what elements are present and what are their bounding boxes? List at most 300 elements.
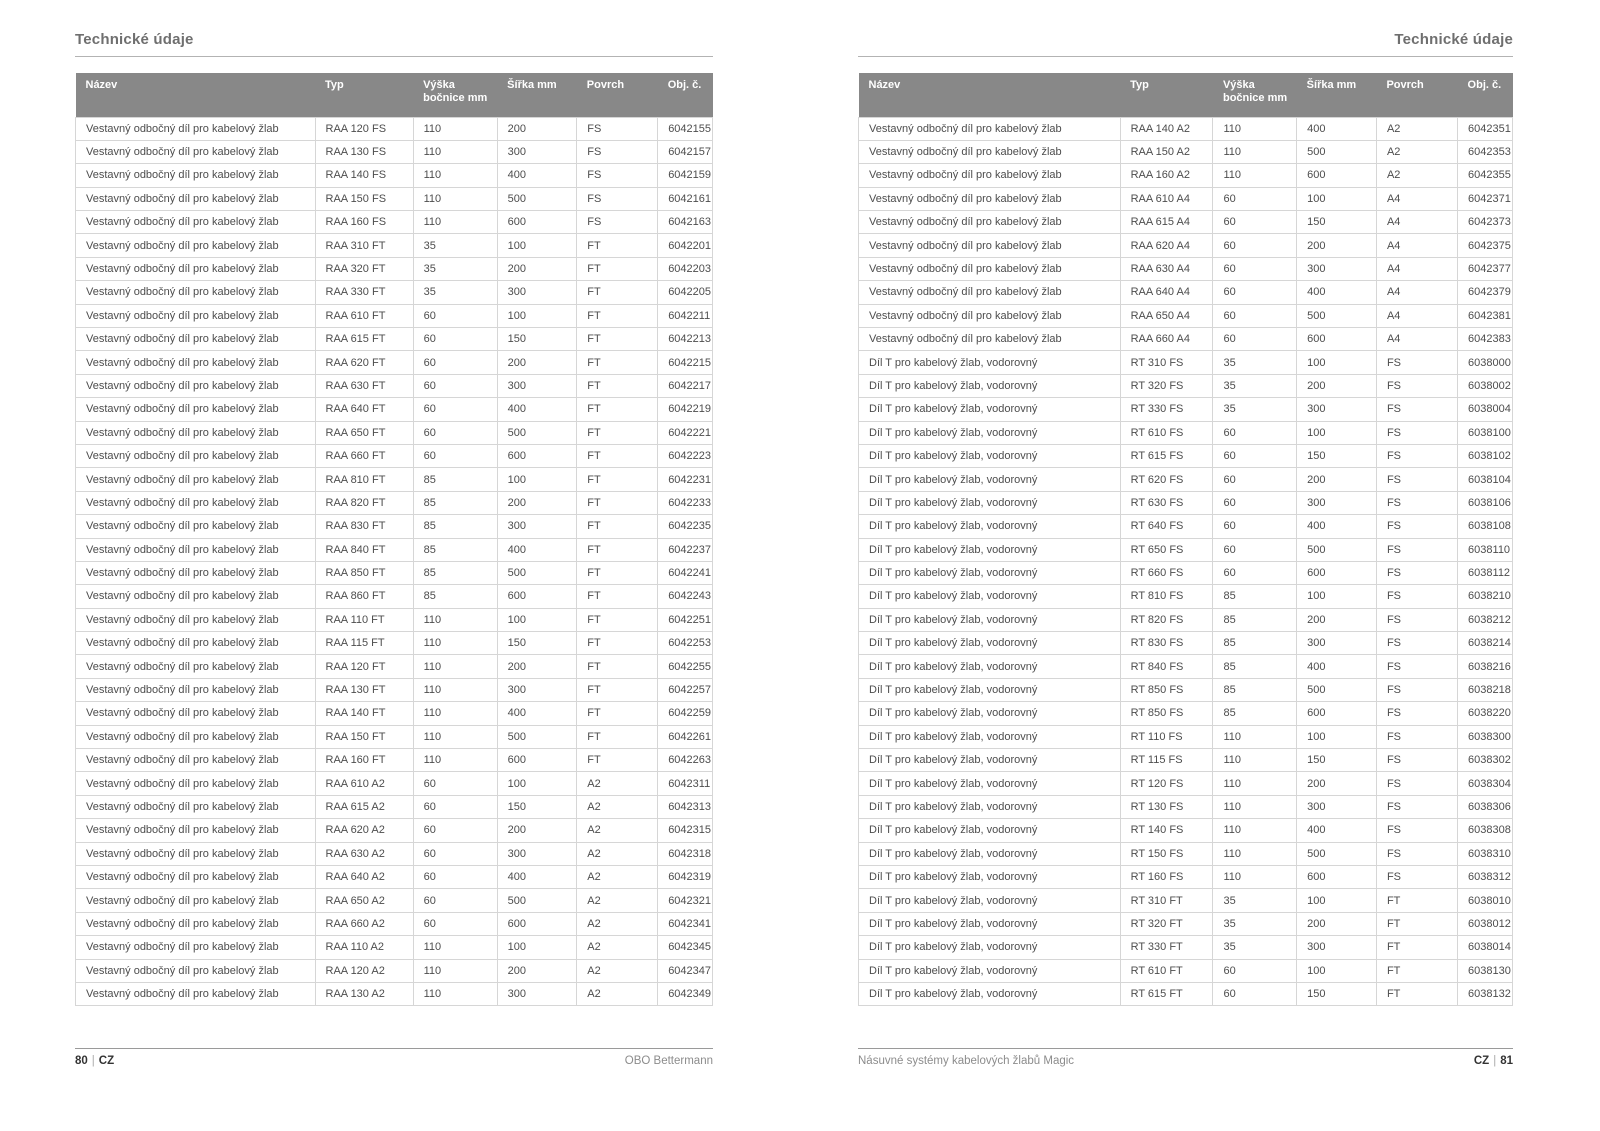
table-row [76, 468, 713, 491]
cell-sirka: 200 [497, 819, 577, 842]
cell-nazev: Díl T pro kabelový žlab, vodorovný [859, 678, 1121, 701]
cell-typ: RT 620 FS [1120, 468, 1213, 491]
cell-sirka: 100 [1297, 889, 1377, 912]
cell-nazev: Díl T pro kabelový žlab, vodorovný [859, 912, 1121, 935]
cell-povrch: A2 [577, 772, 658, 795]
cell-obj-c: 6038214 [1458, 632, 1513, 655]
cell-typ: RT 160 FS [1120, 866, 1213, 889]
table-row [76, 421, 713, 444]
cell-povrch: FT [1376, 936, 1457, 959]
cell-vyska-bocnice: 60 [1213, 959, 1297, 982]
cell-povrch: FS [1376, 678, 1457, 701]
cell-obj-c: 6042353 [1458, 140, 1513, 163]
cell-nazev: Díl T pro kabelový žlab, vodorovný [859, 491, 1121, 514]
page-number-left [75, 1055, 114, 1067]
table-row [76, 936, 713, 959]
table-row [859, 374, 1513, 397]
table-row [859, 351, 1513, 374]
cell-povrch: A4 [1376, 211, 1457, 234]
cell-povrch: FT [1376, 889, 1457, 912]
table-row [76, 234, 713, 257]
cell-povrch: FS [577, 164, 658, 187]
cell-povrch: FT [577, 328, 658, 351]
table-row [859, 632, 1513, 655]
cell-vyska-bocnice: 60 [413, 328, 497, 351]
cell-nazev: Díl T pro kabelový žlab, vodorovný [859, 515, 1121, 538]
cell-nazev: Vestavný odbočný díl pro kabelový žlab [76, 702, 316, 725]
column-header-vyska-bocnice: Výška bočnice mm [1213, 73, 1297, 117]
cell-sirka: 600 [497, 585, 577, 608]
cell-typ: RAA 150 FS [315, 187, 413, 210]
title-rule [858, 56, 1513, 57]
cell-nazev: Vestavný odbočný díl pro kabelový žlab [76, 655, 316, 678]
cell-sirka: 500 [1297, 842, 1377, 865]
page-number: 80 [75, 1055, 88, 1067]
cell-typ: RAA 660 A2 [315, 912, 413, 935]
cell-vyska-bocnice: 60 [413, 772, 497, 795]
cell-typ: RAA 615 A4 [1120, 211, 1213, 234]
cell-vyska-bocnice: 60 [1213, 561, 1297, 584]
cell-nazev: Díl T pro kabelový žlab, vodorovný [859, 585, 1121, 608]
cell-obj-c: 6038130 [1458, 959, 1513, 982]
table-row [76, 281, 713, 304]
cell-obj-c: 6038012 [1458, 912, 1513, 935]
cell-sirka: 400 [1297, 281, 1377, 304]
cell-nazev: Díl T pro kabelový žlab, vodorovný [859, 561, 1121, 584]
cell-nazev: Díl T pro kabelový žlab, vodorovný [859, 982, 1121, 1005]
cell-typ: RT 130 FS [1120, 795, 1213, 818]
cell-sirka: 100 [1297, 421, 1377, 444]
cell-sirka: 150 [497, 328, 577, 351]
cell-typ: RAA 830 FT [315, 515, 413, 538]
table-row [859, 982, 1513, 1005]
cell-povrch: FT [577, 398, 658, 421]
table-row [76, 515, 713, 538]
cell-nazev: Vestavný odbočný díl pro kabelový žlab [859, 281, 1121, 304]
cell-sirka: 100 [497, 468, 577, 491]
cell-povrch: FT [577, 281, 658, 304]
cell-vyska-bocnice: 110 [1213, 842, 1297, 865]
cell-typ: RAA 650 A2 [315, 889, 413, 912]
cell-typ: RT 310 FS [1120, 351, 1213, 374]
cell-typ: RT 610 FT [1120, 959, 1213, 982]
cell-obj-c: 6038004 [1458, 398, 1513, 421]
cell-obj-c: 6042259 [658, 702, 713, 725]
cell-obj-c: 6042161 [658, 187, 713, 210]
cell-obj-c: 6042241 [658, 561, 713, 584]
table-row [859, 936, 1513, 959]
cell-nazev: Vestavný odbočný díl pro kabelový žlab [76, 234, 316, 257]
cell-typ: RAA 140 FT [315, 702, 413, 725]
column-header-povrch: Povrch [577, 73, 658, 117]
cell-vyska-bocnice: 60 [1213, 982, 1297, 1005]
cell-typ: RAA 120 A2 [315, 959, 413, 982]
cell-obj-c: 6042355 [1458, 164, 1513, 187]
cell-povrch: FS [1376, 702, 1457, 725]
cell-povrch: FT [577, 304, 658, 327]
cell-nazev: Vestavný odbočný díl pro kabelový žlab [76, 140, 316, 163]
cell-nazev: Vestavný odbočný díl pro kabelový žlab [859, 140, 1121, 163]
cell-obj-c: 6042379 [1458, 281, 1513, 304]
cell-nazev: Vestavný odbočný díl pro kabelový žlab [76, 515, 316, 538]
cell-nazev: Díl T pro kabelový žlab, vodorovný [859, 351, 1121, 374]
cell-obj-c: 6038310 [1458, 842, 1513, 865]
cell-sirka: 100 [497, 936, 577, 959]
cell-nazev: Vestavný odbočný díl pro kabelový žlab [76, 164, 316, 187]
cell-vyska-bocnice: 110 [1213, 795, 1297, 818]
cell-typ: RT 330 FS [1120, 398, 1213, 421]
table-row [76, 164, 713, 187]
cell-sirka: 300 [497, 678, 577, 701]
cell-obj-c: 6042201 [658, 234, 713, 257]
cell-obj-c: 6038306 [1458, 795, 1513, 818]
cell-typ: RT 110 FS [1120, 725, 1213, 748]
cell-sirka: 400 [1297, 117, 1377, 140]
cell-povrch: A2 [577, 982, 658, 1005]
table-row [859, 304, 1513, 327]
cell-obj-c: 6042381 [1458, 304, 1513, 327]
cell-vyska-bocnice: 85 [413, 585, 497, 608]
cell-typ: RAA 610 FT [315, 304, 413, 327]
cell-povrch: FS [577, 211, 658, 234]
table-row [859, 164, 1513, 187]
cell-typ: RAA 630 FT [315, 374, 413, 397]
table-row [76, 561, 713, 584]
cell-obj-c: 6038112 [1458, 561, 1513, 584]
cell-sirka: 100 [1297, 187, 1377, 210]
cell-povrch: FT [577, 444, 658, 467]
catalog-page-left [75, 31, 713, 1006]
column-header-nazev: Název [859, 73, 1121, 117]
cell-typ: RT 660 FS [1120, 561, 1213, 584]
cell-typ: RAA 110 FT [315, 608, 413, 631]
cell-typ: RAA 330 FT [315, 281, 413, 304]
cell-sirka: 300 [497, 982, 577, 1005]
cell-sirka: 300 [497, 374, 577, 397]
cell-typ: RAA 120 FT [315, 655, 413, 678]
cell-typ: RAA 310 FT [315, 234, 413, 257]
cell-sirka: 600 [1297, 328, 1377, 351]
cell-sirka: 150 [1297, 211, 1377, 234]
cell-typ: RT 310 FT [1120, 889, 1213, 912]
cell-sirka: 600 [497, 912, 577, 935]
cell-obj-c: 6042375 [1458, 234, 1513, 257]
cell-typ: RAA 630 A2 [315, 842, 413, 865]
cell-vyska-bocnice: 110 [413, 936, 497, 959]
table-row [859, 187, 1513, 210]
cell-obj-c: 6042319 [658, 866, 713, 889]
table-row [859, 117, 1513, 140]
cell-vyska-bocnice: 110 [413, 164, 497, 187]
cell-povrch: FS [1376, 725, 1457, 748]
cell-nazev: Díl T pro kabelový žlab, vodorovný [859, 538, 1121, 561]
cell-povrch: FS [577, 140, 658, 163]
cell-vyska-bocnice: 85 [1213, 702, 1297, 725]
table-row [859, 140, 1513, 163]
cell-obj-c: 6038108 [1458, 515, 1513, 538]
cell-povrch: FT [577, 585, 658, 608]
cell-vyska-bocnice: 60 [1213, 211, 1297, 234]
page-number-right [1474, 1055, 1513, 1067]
cell-typ: RT 120 FS [1120, 772, 1213, 795]
cell-nazev: Vestavný odbočný díl pro kabelový žlab [76, 187, 316, 210]
cell-obj-c: 6042341 [658, 912, 713, 935]
table-row [76, 351, 713, 374]
cell-nazev: Vestavný odbočný díl pro kabelový žlab [76, 211, 316, 234]
cell-obj-c: 6038000 [1458, 351, 1513, 374]
cell-vyska-bocnice: 85 [413, 468, 497, 491]
cell-obj-c: 6042211 [658, 304, 713, 327]
cell-nazev: Díl T pro kabelový žlab, vodorovný [859, 444, 1121, 467]
cell-obj-c: 6042377 [1458, 257, 1513, 280]
cell-vyska-bocnice: 35 [1213, 398, 1297, 421]
table-row [859, 538, 1513, 561]
cell-povrch: FS [1376, 538, 1457, 561]
cell-typ: RAA 620 FT [315, 351, 413, 374]
cell-sirka: 200 [1297, 234, 1377, 257]
cell-vyska-bocnice: 35 [1213, 374, 1297, 397]
cell-nazev: Díl T pro kabelový žlab, vodorovný [859, 398, 1121, 421]
cell-obj-c: 6042373 [1458, 211, 1513, 234]
cell-povrch: FS [1376, 608, 1457, 631]
cell-povrch: FT [577, 515, 658, 538]
cell-typ: RT 630 FS [1120, 491, 1213, 514]
cell-vyska-bocnice: 110 [413, 608, 497, 631]
cell-nazev: Díl T pro kabelový žlab, vodorovný [859, 866, 1121, 889]
cell-nazev: Vestavný odbočný díl pro kabelový žlab [76, 117, 316, 140]
table-row [76, 491, 713, 514]
cell-sirka: 600 [1297, 866, 1377, 889]
cell-sirka: 100 [1297, 725, 1377, 748]
cell-vyska-bocnice: 110 [1213, 164, 1297, 187]
cell-obj-c: 6038102 [1458, 444, 1513, 467]
cell-typ: RT 650 FS [1120, 538, 1213, 561]
cell-obj-c: 6038014 [1458, 936, 1513, 959]
table-row [859, 328, 1513, 351]
cell-vyska-bocnice: 110 [413, 725, 497, 748]
cell-povrch: FS [1376, 585, 1457, 608]
cell-obj-c: 6042383 [1458, 328, 1513, 351]
cell-vyska-bocnice: 60 [1213, 281, 1297, 304]
cell-sirka: 400 [497, 866, 577, 889]
cell-vyska-bocnice: 110 [1213, 725, 1297, 748]
cell-sirka: 200 [1297, 912, 1377, 935]
cell-typ: RT 610 FS [1120, 421, 1213, 444]
cell-sirka: 600 [497, 749, 577, 772]
table-row [859, 959, 1513, 982]
cell-povrch: FT [577, 351, 658, 374]
cell-vyska-bocnice: 85 [1213, 632, 1297, 655]
cell-povrch: FS [1376, 351, 1457, 374]
table-row [859, 772, 1513, 795]
table-row [859, 585, 1513, 608]
cell-povrch: A2 [1376, 117, 1457, 140]
cell-povrch: FS [1376, 795, 1457, 818]
table-row [859, 866, 1513, 889]
cell-sirka: 150 [1297, 982, 1377, 1005]
cell-sirka: 100 [497, 304, 577, 327]
cell-typ: RT 810 FS [1120, 585, 1213, 608]
cell-nazev: Vestavný odbočný díl pro kabelový žlab [76, 585, 316, 608]
cell-vyska-bocnice: 35 [1213, 351, 1297, 374]
cell-vyska-bocnice: 60 [413, 889, 497, 912]
cell-vyska-bocnice: 60 [413, 421, 497, 444]
cell-nazev: Vestavný odbočný díl pro kabelový žlab [76, 328, 316, 351]
cell-obj-c: 6038212 [1458, 608, 1513, 631]
cell-nazev: Vestavný odbočný díl pro kabelový žlab [859, 257, 1121, 280]
cell-nazev: Vestavný odbočný díl pro kabelový žlab [859, 211, 1121, 234]
catalog-page-right [858, 31, 1513, 1006]
cell-nazev: Díl T pro kabelový žlab, vodorovný [859, 374, 1121, 397]
table-row [76, 819, 713, 842]
language-code: CZ [1473, 1055, 1490, 1067]
table-row [859, 608, 1513, 631]
cell-vyska-bocnice: 35 [1213, 889, 1297, 912]
cell-typ: RAA 650 A4 [1120, 304, 1213, 327]
cell-povrch: A4 [1376, 187, 1457, 210]
cell-povrch: FS [1376, 468, 1457, 491]
table-row [76, 585, 713, 608]
separator: | [1493, 1055, 1497, 1067]
cell-sirka: 400 [1297, 655, 1377, 678]
table-row [859, 561, 1513, 584]
cell-nazev: Vestavný odbočný díl pro kabelový žlab [859, 328, 1121, 351]
cell-sirka: 300 [497, 281, 577, 304]
table-row [859, 444, 1513, 467]
cell-obj-c: 6042203 [658, 257, 713, 280]
cell-typ: RT 615 FS [1120, 444, 1213, 467]
table-row [76, 608, 713, 631]
cell-nazev: Vestavný odbočný díl pro kabelový žlab [76, 866, 316, 889]
cell-vyska-bocnice: 60 [1213, 257, 1297, 280]
cell-obj-c: 6038308 [1458, 819, 1513, 842]
cell-povrch: FT [577, 678, 658, 701]
cell-nazev: Vestavný odbočný díl pro kabelový žlab [76, 632, 316, 655]
cell-sirka: 200 [497, 117, 577, 140]
cell-sirka: 300 [497, 842, 577, 865]
cell-vyska-bocnice: 110 [413, 678, 497, 701]
cell-sirka: 500 [1297, 678, 1377, 701]
cell-obj-c: 6042345 [658, 936, 713, 959]
cell-povrch: FS [1376, 655, 1457, 678]
table-row [859, 702, 1513, 725]
cell-sirka: 100 [497, 234, 577, 257]
language-code: CZ [98, 1055, 115, 1067]
cell-typ: RAA 840 FT [315, 538, 413, 561]
cell-nazev: Díl T pro kabelový žlab, vodorovný [859, 749, 1121, 772]
cell-sirka: 600 [497, 444, 577, 467]
cell-vyska-bocnice: 110 [413, 211, 497, 234]
cell-obj-c: 6042215 [658, 351, 713, 374]
cell-obj-c: 6038220 [1458, 702, 1513, 725]
cell-nazev: Vestavný odbočný díl pro kabelový žlab [76, 725, 316, 748]
cell-povrch: FS [1376, 491, 1457, 514]
cell-nazev: Vestavný odbočný díl pro kabelový žlab [76, 538, 316, 561]
cell-sirka: 300 [1297, 491, 1377, 514]
cell-typ: RAA 620 A2 [315, 819, 413, 842]
cell-sirka: 150 [1297, 749, 1377, 772]
table-row [76, 655, 713, 678]
column-header-povrch: Povrch [1376, 73, 1457, 117]
table-row [859, 655, 1513, 678]
cell-nazev: Vestavný odbočný díl pro kabelový žlab [76, 912, 316, 935]
table-row [859, 398, 1513, 421]
cell-vyska-bocnice: 60 [413, 842, 497, 865]
cell-typ: RAA 110 A2 [315, 936, 413, 959]
cell-sirka: 200 [497, 491, 577, 514]
cell-vyska-bocnice: 85 [1213, 655, 1297, 678]
table-row [76, 140, 713, 163]
cell-nazev: Vestavný odbočný díl pro kabelový žlab [76, 795, 316, 818]
cell-nazev: Vestavný odbočný díl pro kabelový žlab [76, 561, 316, 584]
cell-povrch: FT [577, 702, 658, 725]
cell-vyska-bocnice: 110 [1213, 866, 1297, 889]
cell-vyska-bocnice: 110 [1213, 117, 1297, 140]
technical-data-table-left [75, 73, 713, 1006]
column-header-typ: Typ [315, 73, 413, 117]
cell-vyska-bocnice: 60 [1213, 444, 1297, 467]
cell-nazev: Vestavný odbočný díl pro kabelový žlab [76, 304, 316, 327]
cell-vyska-bocnice: 35 [413, 281, 497, 304]
cell-typ: RT 150 FS [1120, 842, 1213, 865]
cell-obj-c: 6042351 [1458, 117, 1513, 140]
cell-vyska-bocnice: 60 [413, 304, 497, 327]
cell-nazev: Díl T pro kabelový žlab, vodorovný [859, 608, 1121, 631]
cell-sirka: 300 [1297, 257, 1377, 280]
cell-povrch: FS [1376, 374, 1457, 397]
table-row [76, 959, 713, 982]
cell-povrch: A2 [577, 795, 658, 818]
cell-obj-c: 6042155 [658, 117, 713, 140]
cell-obj-c: 6042205 [658, 281, 713, 304]
cell-povrch: FT [577, 632, 658, 655]
cell-obj-c: 6038300 [1458, 725, 1513, 748]
cell-nazev: Vestavný odbočný díl pro kabelový žlab [76, 374, 316, 397]
cell-sirka: 400 [497, 702, 577, 725]
table-row [76, 398, 713, 421]
cell-vyska-bocnice: 60 [413, 819, 497, 842]
cell-nazev: Díl T pro kabelový žlab, vodorovný [859, 842, 1121, 865]
cell-povrch: FS [1376, 749, 1457, 772]
cell-povrch: FT [1376, 982, 1457, 1005]
cell-obj-c: 6042157 [658, 140, 713, 163]
cell-obj-c: 6042223 [658, 444, 713, 467]
cell-sirka: 100 [1297, 959, 1377, 982]
table-row [859, 515, 1513, 538]
brand-text: OBO Bettermann [624, 1055, 713, 1067]
cell-obj-c: 6038304 [1458, 772, 1513, 795]
cell-vyska-bocnice: 60 [413, 398, 497, 421]
cell-obj-c: 6038302 [1458, 749, 1513, 772]
page-title: Technické údaje [75, 31, 194, 48]
cell-povrch: FT [1376, 959, 1457, 982]
table-row [76, 374, 713, 397]
table-row [76, 795, 713, 818]
cell-nazev: Vestavný odbočný díl pro kabelový žlab [76, 257, 316, 280]
cell-typ: RAA 630 A4 [1120, 257, 1213, 280]
cell-povrch: FS [1376, 819, 1457, 842]
cell-sirka: 150 [497, 795, 577, 818]
cell-povrch: A4 [1376, 281, 1457, 304]
column-header-nazev: Název [76, 73, 316, 117]
cell-povrch: FT [577, 234, 658, 257]
cell-povrch: FS [577, 117, 658, 140]
cell-sirka: 600 [1297, 561, 1377, 584]
column-header-typ: Typ [1120, 73, 1213, 117]
cell-sirka: 300 [1297, 936, 1377, 959]
table-row [859, 257, 1513, 280]
cell-obj-c: 6038110 [1458, 538, 1513, 561]
